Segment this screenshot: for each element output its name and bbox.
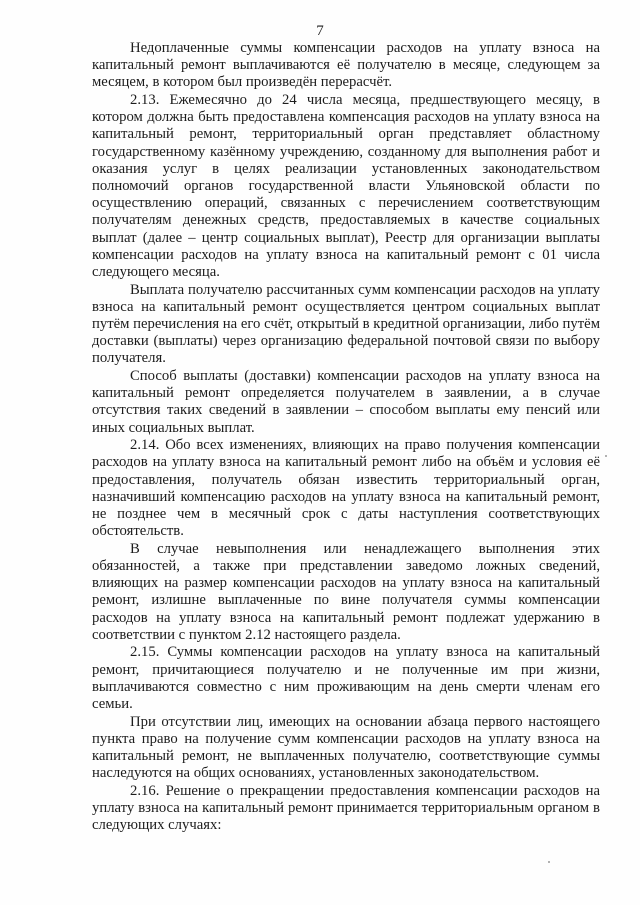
paragraph-2-15: 2.15. Суммы компенсации расходов на уплату взноса на капитальный ремонт, причитающиеся получателю и не полученные им при жизни, выплачиваются совместно с ним проживающим на день смерти членам его семьи. — [92, 644, 600, 713]
scan-speck — [605, 455, 607, 457]
paragraph-2-16: 2.16. Решение о прекращении предоставления компенсации расходов на уплату взноса на капитальный ремонт принимается территориальным органом в следующих случаях: — [92, 782, 600, 834]
paragraph-non-fulfilment: В случае невыполнения или ненадлежащего выполнения этих обязанностей, а также при представлении заведомо ложных сведений, влияющих на размер компенсации расходов на уплату взноса на капитальный ремонт, излишне выплаченные по вине получателя суммы компенсации расходов на уплату взноса на капитальный ремонт подлежат удержанию в соответствии с пунктом 2.12 настоящего раздела. — [92, 540, 600, 643]
scan-speck — [548, 861, 550, 863]
paragraph-2-13: 2.13. Ежемесячно до 24 числа месяца, предшествующего месяцу, в котором должна быть предоставлена компенсация расходов на уплату взноса на капитальный ремонт, территориальный орган представляет областному государственному казённому учреждению, созданному для выполнения работ и оказания услуг в целях реализации установленных законодательством полномочий органов государственной власти Ульяновской области по осуществлению операций, связанных с перечислением соответствующим получателям денежных средств, предоставляемых в качестве социальных выплат (далее – центр социальных выплат), Реестр для организации выплаты компенсации расходов на уплату взноса на капитальный ремонт с 01 числа следующего месяца. — [92, 92, 600, 281]
page-number: 7 — [316, 23, 324, 39]
paragraph-inheritance: При отсутствии лиц, имеющих на основании абзаца первого настоящего пункта право на получение сумм компенсации расходов на уплату взноса на капитальный ремонт, не выплаченных получателю, соответствующие суммы наследуются на общих основаниях, установленных законодательством. — [92, 713, 600, 782]
paragraph-delivery-method: Способ выплаты (доставки) компенсации расходов на уплату взноса на капитальный ремонт определяется получателем в заявлении, а в случае отсутствия таких сведений в заявлении – способом выплаты ему пенсий или иных социальных выплат. — [92, 368, 600, 436]
paragraph-payment-method: Выплата получателю рассчитанных сумм компенсации расходов на уплату взноса на капитальный ремонт осуществляется центром социальных выплат путём перечисления на его счёт, открытый в кредитной организации, либо путём доставки (выплаты) через организацию федеральной почтовой связи по выбору получателя. — [92, 281, 600, 367]
paragraph-underpaid-sums: Недоплаченные суммы компенсации расходов на уплату взноса на капитальный ремонт выплачиваются её получателю в месяце, следующем за месяцем, в котором был произведён перерасчёт. — [92, 40, 600, 91]
page-body — [92, 40, 600, 834]
paragraph-2-14: 2.14. Обо всех изменениях, влияющих на право получения компенсации расходов на уплату взноса на капитальный ремонт либо на объём и условия её предоставления, получатель обязан известить территориальный орган, назначивший компенсацию расходов на уплату взноса на капитальный ремонт, не позднее чем в месячный срок с даты наступления соответствующих обстоятельств. — [92, 437, 600, 540]
